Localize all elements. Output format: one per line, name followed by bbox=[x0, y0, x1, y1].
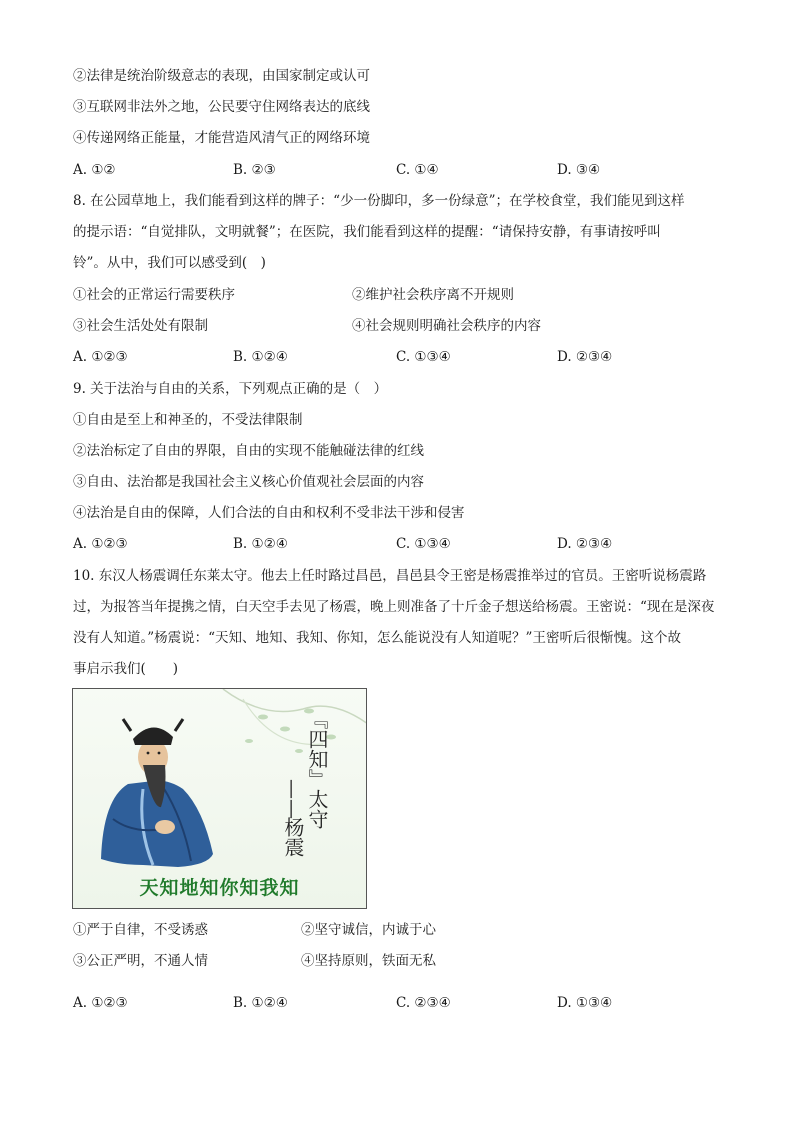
q10-statement-1: ①严于自律，不受诱惑 bbox=[73, 922, 208, 938]
q9-option-a: A. ①②③ bbox=[73, 536, 128, 552]
q7-statement-2: ②法律是统治阶级意志的表现，由国家制定或认可 bbox=[73, 68, 370, 84]
q8-statement-3: ③社会生活处处有限制 bbox=[73, 318, 208, 334]
q10-statement-3: ③公正严明，不通人情 bbox=[73, 953, 208, 969]
q10-option-a: A. ①②③ bbox=[73, 995, 128, 1011]
q10-option-b: B. ①②④ bbox=[233, 995, 288, 1011]
q9-option-b: B. ①②④ bbox=[233, 536, 288, 552]
q9-option-c: C. ①③④ bbox=[396, 536, 451, 552]
q8-statement-1: ①社会的正常运行需要秩序 bbox=[73, 287, 235, 303]
q10-stem-line-3: 没有人知道。”杨震说：“天知、地知、我知、你知，怎么能说没有人知道呢？”王密听后很惭愧。这个故 bbox=[73, 630, 681, 646]
q9-statement-4: ④法治是自由的保障，人们合法的自由和权利不受非法干涉和侵害 bbox=[73, 505, 465, 521]
picture-vertical-title: 『四知』太守 bbox=[305, 709, 329, 829]
q10-stem-line-1: 10. 东汉人杨震调任东莱太守。他去上任时路过昌邑，昌邑县令王密是杨震推举过的官员。王密听说杨震路 bbox=[73, 568, 707, 584]
yang-zhen-illustration bbox=[72, 688, 367, 909]
q9-option-d: D. ②③④ bbox=[557, 536, 613, 552]
q10-statement-4: ④坚持原则，铁面无私 bbox=[301, 953, 436, 969]
q8-stem-line-2: 的提示语：“自觉排队，文明就餐”；在医院，我们能看到这样的提醒：“请保持安静，有事请按呼叫 bbox=[73, 224, 661, 240]
q7-statement-3: ③互联网非法外之地，公民要守住网络表达的底线 bbox=[73, 99, 370, 115]
q7-option-c: C. ①④ bbox=[396, 162, 439, 178]
picture-vertical-name: 杨震 bbox=[281, 817, 305, 857]
q7-statement-4: ④传递网络正能量，才能营造风清气正的网络环境 bbox=[73, 130, 370, 146]
q7-option-d: D. ③④ bbox=[557, 162, 601, 178]
q9-stem: 9. 关于法治与自由的关系，下列观点正确的是（ ） bbox=[73, 381, 388, 397]
picture-caption: 天知地知你知我知 bbox=[139, 877, 300, 899]
q9-statement-2: ②法治标定了自由的界限，自由的实现不能触碰法律的红线 bbox=[73, 443, 424, 459]
q8-option-a: A. ①②③ bbox=[73, 349, 128, 365]
q8-stem-line-3: 铃”。从中，我们可以感受到( ) bbox=[73, 255, 266, 271]
q10-option-c: C. ②③④ bbox=[396, 995, 451, 1011]
q9-statement-3: ③自由、法治都是我国社会主义核心价值观社会层面的内容 bbox=[73, 474, 424, 490]
q8-option-d: D. ②③④ bbox=[557, 349, 613, 365]
q8-statement-4: ④社会规则明确社会秩序的内容 bbox=[352, 318, 541, 334]
picture-vertical-dash: —— bbox=[281, 779, 305, 819]
q9-statement-1: ①自由是至上和神圣的，不受法律限制 bbox=[73, 412, 303, 428]
q8-statement-2: ②维护社会秩序离不开规则 bbox=[352, 287, 514, 303]
q8-option-b: B. ①②④ bbox=[233, 349, 288, 365]
q8-stem-line-1: 8. 在公园草地上，我们能看到这样的牌子：“少一份脚印，多一份绿意”；在学校食堂，我们能见到这样 bbox=[73, 193, 685, 209]
q10-stem-line-4: 事启示我们( ) bbox=[73, 661, 179, 677]
q8-option-c: C. ①③④ bbox=[396, 349, 451, 365]
q10-statement-2: ②坚守诚信，内诚于心 bbox=[301, 922, 436, 938]
q10-stem-line-2: 过，为报答当年提携之情，白天空手去见了杨震，晚上则准备了十斤金子想送给杨震。王密说：“现在是深夜 bbox=[73, 599, 715, 615]
q7-option-b: B. ②③ bbox=[233, 162, 276, 178]
q10-option-d: D. ①③④ bbox=[557, 995, 613, 1011]
q7-option-a: A. ①② bbox=[73, 162, 116, 178]
